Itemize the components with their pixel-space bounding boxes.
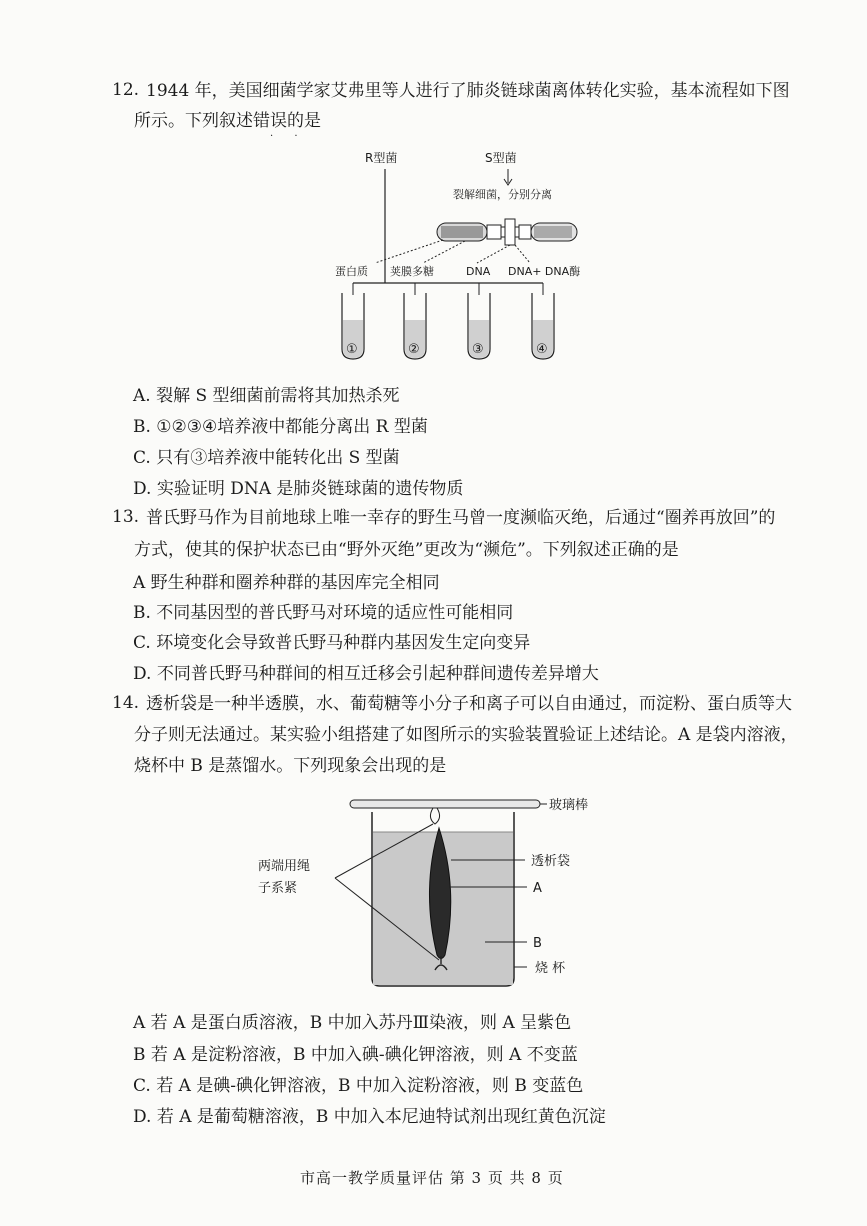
question-13-stem-line-1: 普氏野马作为目前地球上唯一幸存的野生马曾一度濒临灭绝，后通过“圈养再放回”的 bbox=[146, 508, 776, 528]
question-12-option-c[interactable]: C. 只有③培养液中能转化出 S 型菌 bbox=[133, 448, 400, 468]
s-strain-label: S型菌 bbox=[485, 151, 517, 165]
question-12-option-b[interactable]: B. ①②③④培养液中都能分离出 R 型菌 bbox=[133, 417, 428, 437]
test-tube-2 bbox=[404, 293, 426, 359]
question-14-option-d[interactable]: D. 若 A 是葡萄糖溶液，B 中加入本尼迪特试剂出现红黄色沉淀 bbox=[133, 1107, 606, 1127]
question-12-number: 12. bbox=[112, 80, 140, 100]
r-strain-label: R型菌 bbox=[365, 151, 398, 165]
transformation-experiment-figure bbox=[325, 145, 595, 363]
question-12-option-d[interactable]: D. 实验证明 DNA 是肺炎链球菌的遗传物质 bbox=[133, 479, 464, 499]
test-tube-4 bbox=[532, 293, 554, 359]
label-b: B bbox=[533, 936, 542, 951]
tube-3-label: ③ bbox=[472, 342, 484, 357]
label-a: A bbox=[533, 881, 542, 896]
emphasis-dots: . . bbox=[270, 128, 307, 139]
question-13-option-a[interactable]: A 野生种群和圈养种群的基因库完全相同 bbox=[133, 573, 440, 593]
glass-rod bbox=[350, 800, 540, 808]
question-14-stem-line-3: 烧杯中 B 是蒸馏水。下列现象会出现的是 bbox=[134, 756, 447, 776]
lyse-separate-label: 裂解细菌，分别分离 bbox=[453, 188, 552, 201]
question-12-option-a[interactable]: A. 裂解 S 型细菌前需将其加热杀死 bbox=[133, 386, 400, 406]
question-12-stem-line-2: 所示。下列叙述错误的是 bbox=[134, 111, 321, 131]
bag-label: 透析袋 bbox=[531, 854, 571, 869]
beaker-label: 烧 杯 bbox=[535, 961, 566, 976]
tube-2-label: ② bbox=[408, 342, 420, 357]
question-13-option-c[interactable]: C. 环境变化会导致普氏野马种群内基因发生定向变异 bbox=[133, 633, 531, 653]
tube-4-label: ④ bbox=[536, 342, 548, 357]
glass-rod-label: 玻璃棒 bbox=[549, 798, 589, 813]
question-13-number: 13. bbox=[112, 507, 140, 527]
question-14-option-c[interactable]: C. 若 A 是碘-碘化钾溶液，B 中加入淀粉溶液，则 B 变蓝色 bbox=[133, 1076, 584, 1096]
test-tube-1 bbox=[342, 293, 364, 359]
question-14-stem-line-2: 分子则无法通过。某实验小组搭建了如图所示的实验装置验证上述结论。A 是袋内溶液， bbox=[134, 725, 798, 745]
question-13-option-b[interactable]: B. 不同基因型的普氏野马对环境的适应性可能相同 bbox=[133, 603, 514, 623]
tube-1-label: ① bbox=[346, 342, 358, 357]
question-14-number: 14. bbox=[112, 693, 140, 713]
page-footer: 市高一教学质量评估 第 3 页 共 8 页 bbox=[300, 1169, 564, 1187]
separation-apparatus bbox=[437, 219, 577, 245]
question-14-stem-line-1: 透析袋是一种半透膜，水、葡萄糖等小分子和离子可以自由通过，而淀粉、蛋白质等大 bbox=[146, 694, 792, 714]
rope-label-line-2: 子系紧 bbox=[258, 881, 298, 896]
question-13-option-d[interactable]: D. 不同普氏野马种群间的相互迁移会引起种群间遗传差异增大 bbox=[133, 664, 599, 684]
question-14-option-a[interactable]: A 若 A 是蛋白质溶液，B 中加入苏丹Ⅲ染液，则 A 呈紫色 bbox=[133, 1013, 572, 1033]
question-12-stem-line-1: 1944 年，美国细菌学家艾弗里等人进行了肺炎链球菌离体转化实验，基本流程如下图 bbox=[146, 81, 790, 101]
fraction-protein-label: 蛋白质 bbox=[335, 265, 368, 278]
fraction-dna-dnase-label: DNA+ DNA酶 bbox=[508, 265, 581, 278]
test-tube-3 bbox=[468, 293, 490, 359]
question-14-option-b[interactable]: B 若 A 是淀粉溶液，B 中加入碘-碘化钾溶液，则 A 不变蓝 bbox=[133, 1045, 578, 1065]
fraction-polysaccharide-label: 荚膜多糖 bbox=[390, 265, 434, 278]
question-13-stem-line-2: 方式，使其的保护状态已由“野外灭绝”更改为“濒危”。下列叙述正确的是 bbox=[134, 540, 679, 560]
rope-label-line-1: 两端用绳 bbox=[258, 859, 311, 874]
dialysis-bag-figure bbox=[255, 790, 615, 995]
fraction-dna-label: DNA bbox=[466, 265, 491, 278]
